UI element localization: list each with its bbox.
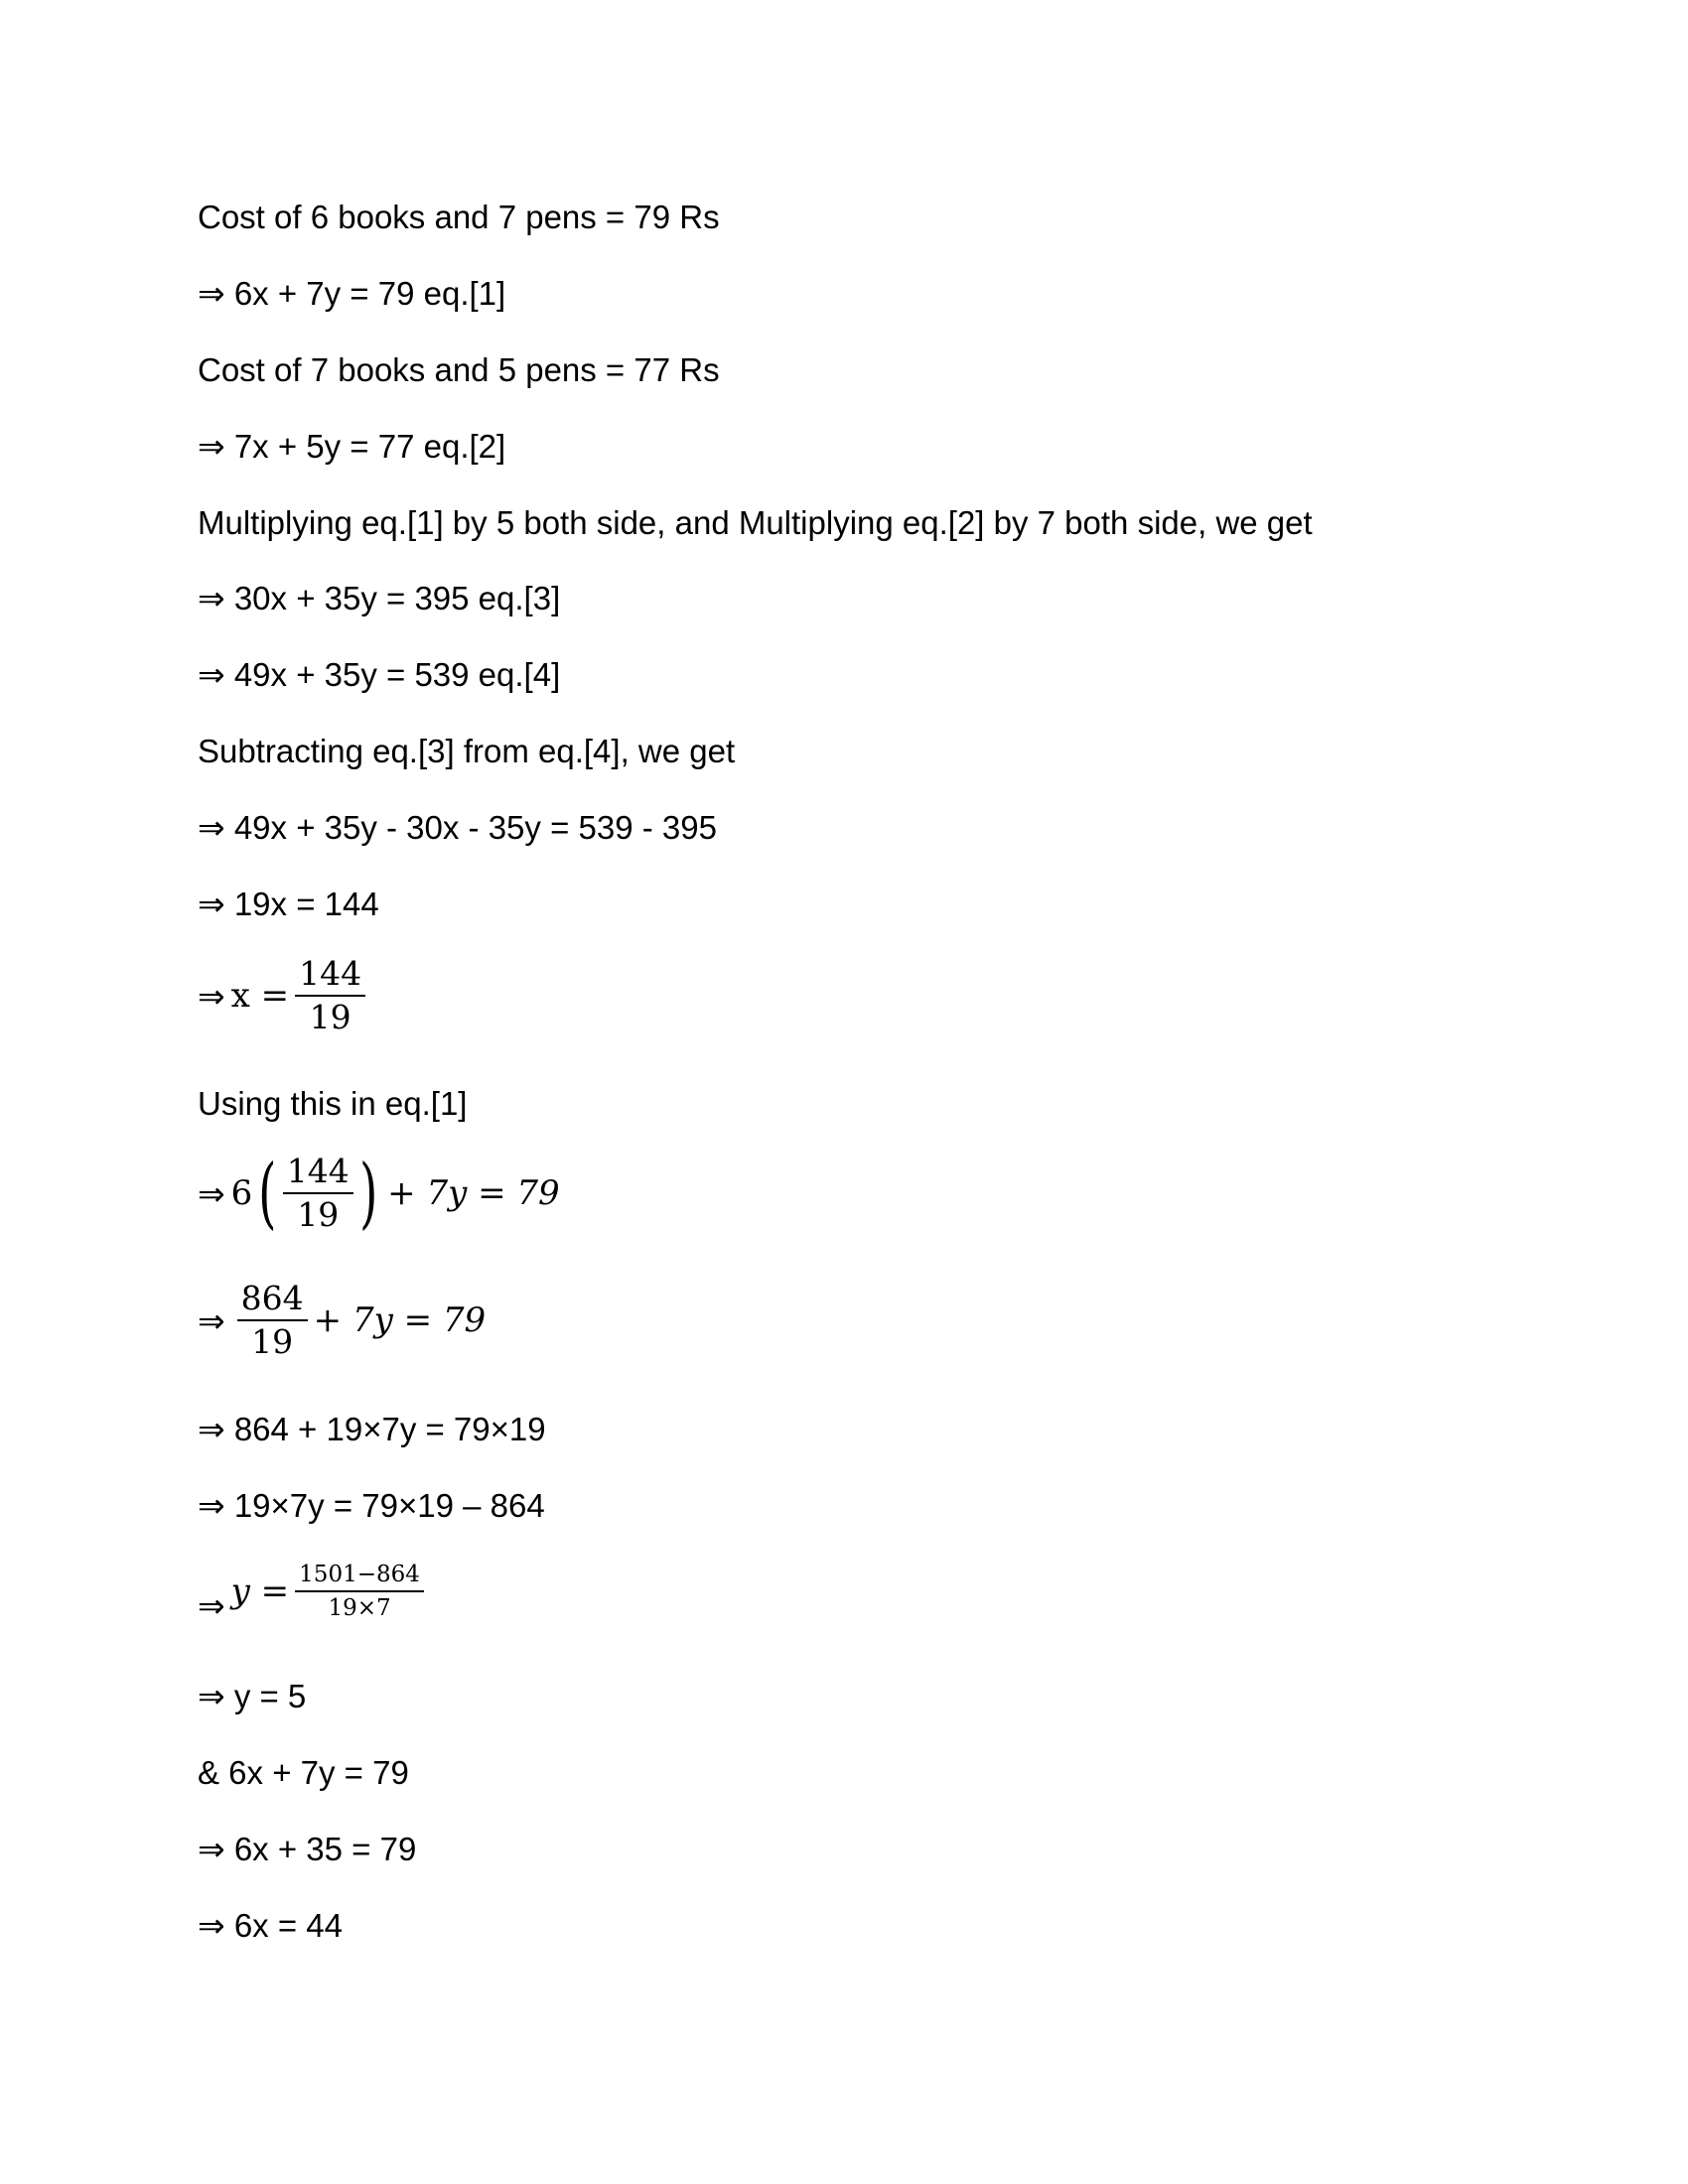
equation-6x-44: ⇒ 6x = 44 [198,1907,343,1944]
equation-subtraction: ⇒ 49x + 35y - 30x - 35y = 539 - 395 [198,809,717,846]
equation-y-fraction [198,1562,430,1624]
equation-3: ⇒ 30x + 35y = 395 eq.[3] [198,580,561,616]
equation-864-sum: ⇒ 864 + 19×7y = 79×19 [198,1411,546,1447]
y-lhs: y = [230,1571,290,1611]
equation-1: ⇒ 6x + 7y = 79 eq.[1] [198,275,506,312]
denominator: 19×7 [328,1595,391,1621]
equation-x-fraction [198,956,371,1035]
equation-restate: & 6x + 7y = 79 [198,1754,409,1791]
equation-19x7y: ⇒ 19×7y = 79×19 – 864 [198,1487,545,1524]
fraction-144-over-19 [283,1154,353,1233]
numerator: 144 [295,956,365,997]
equation-y-result: ⇒ y = 5 [198,1678,307,1714]
text-line-using-this: Using this in eq.[1] [198,1085,468,1122]
x-lhs: x = [230,976,290,1016]
numerator: 864 [237,1281,308,1321]
equation-4: ⇒ 49x + 35y = 539 eq.[4] [198,656,561,693]
fraction-144-over-19 [295,956,365,1035]
equation-6x-35: ⇒ 6x + 35 = 79 [198,1831,417,1867]
text-line-cost-7-books: Cost of 7 books and 5 pens = 77 Rs [198,351,720,388]
numerator: 1501−864 [295,1562,424,1592]
denominator: 19 [297,1195,340,1234]
implies-symbol: ⇒ [198,1174,225,1212]
denominator: 19 [309,998,352,1036]
equation-2: ⇒ 7x + 5y = 77 eq.[2] [198,428,506,465]
equation-19x: ⇒ 19x = 144 [198,886,379,922]
text-line-cost-6-books: Cost of 6 books and 7 pens = 79 Rs [198,199,720,235]
left-paren: ( [258,1149,277,1238]
implies-symbol: ⇒ [198,1587,225,1624]
equation-rest: + 7y = 79 [313,1300,487,1340]
fraction-y-value [295,1562,424,1621]
fraction-864-over-19 [237,1281,308,1360]
equation-864-fraction [198,1281,486,1360]
denominator: 19 [251,1322,294,1361]
equation-rest: + 7y = 79 [387,1173,560,1213]
implies-symbol: ⇒ [198,1301,225,1339]
implies-symbol: ⇒ [198,977,225,1015]
numerator: 144 [283,1154,353,1194]
text-line-multiplying: Multiplying eq.[1] by 5 both side, and Multiplying eq.[2] by 7 both side, we get [198,504,1313,541]
right-paren: ) [358,1149,378,1238]
text-line-subtracting: Subtracting eq.[3] from eq.[4], we get [198,733,736,769]
equation-substitution [198,1149,560,1238]
coefficient: 6 [230,1173,253,1213]
